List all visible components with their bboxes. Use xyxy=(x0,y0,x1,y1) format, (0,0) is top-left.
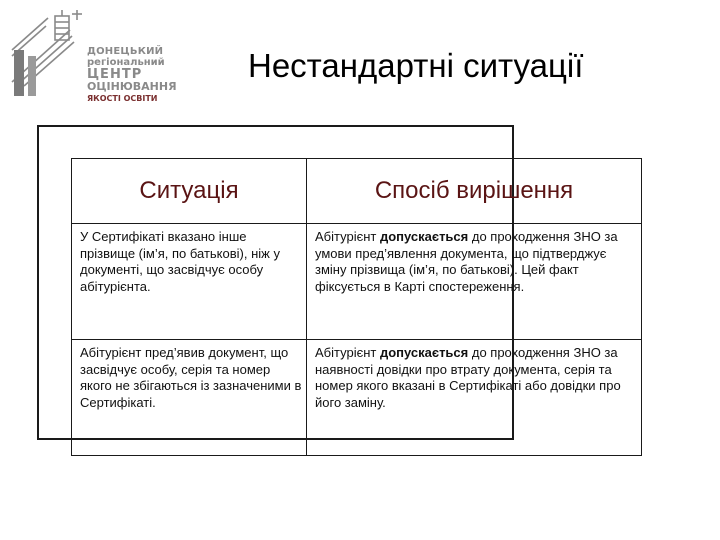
logo-line-3: ЦЕНТР xyxy=(87,67,143,82)
logo-line-1: ДОНЕЦЬКИЙ xyxy=(87,46,164,57)
header-solution: Спосіб вирішення xyxy=(307,159,642,224)
logo-line-2: регіональний xyxy=(87,57,165,68)
solution-cell xyxy=(307,340,642,456)
table-header-row xyxy=(72,159,642,224)
logo-line-4: ОЦІНЮВАННЯ xyxy=(87,80,177,93)
organization-logo xyxy=(8,10,178,103)
solution-text: Абітурієнт xyxy=(315,229,380,244)
table-row xyxy=(72,340,642,456)
solution-emphasis: допускається xyxy=(379,229,469,244)
logo-line-5: ЯКОСТІ ОСВІТИ xyxy=(87,94,158,103)
solution-text: до проходження ЗНО за умови пред’явлення документа, що підтверджує зміну прізвища (ім’я, по батькові). Цей факт фіксується в Карті спостереження. xyxy=(315,229,618,294)
slide-title: Нестандартні ситуації xyxy=(248,47,584,84)
logo-text xyxy=(87,46,177,104)
building-tower-icon xyxy=(8,10,88,100)
table-row xyxy=(72,224,642,340)
solution-text: Абітурієнт xyxy=(315,345,380,360)
situation-cell: Абітурієнт пред’явив документ, що засвідчує особу, серія та номер якого не збігаються із зазначеними в Сертифікаті. xyxy=(72,340,307,456)
header-situation: Ситуація xyxy=(72,159,307,224)
situations-table xyxy=(71,158,642,456)
solution-emphasis: допускається xyxy=(379,345,469,360)
solution-cell xyxy=(307,224,642,340)
solution-text: до проходження ЗНО за наявності довідки про втрату документа, серія та номер якого вказані в Сертифікаті або довідки про його заміну. xyxy=(315,345,621,410)
situation-cell: У Сертифікаті вказано інше прізвище (ім’я, по батькові), ніж у документі, що засвідчує особу абітурієнта. xyxy=(72,224,307,340)
